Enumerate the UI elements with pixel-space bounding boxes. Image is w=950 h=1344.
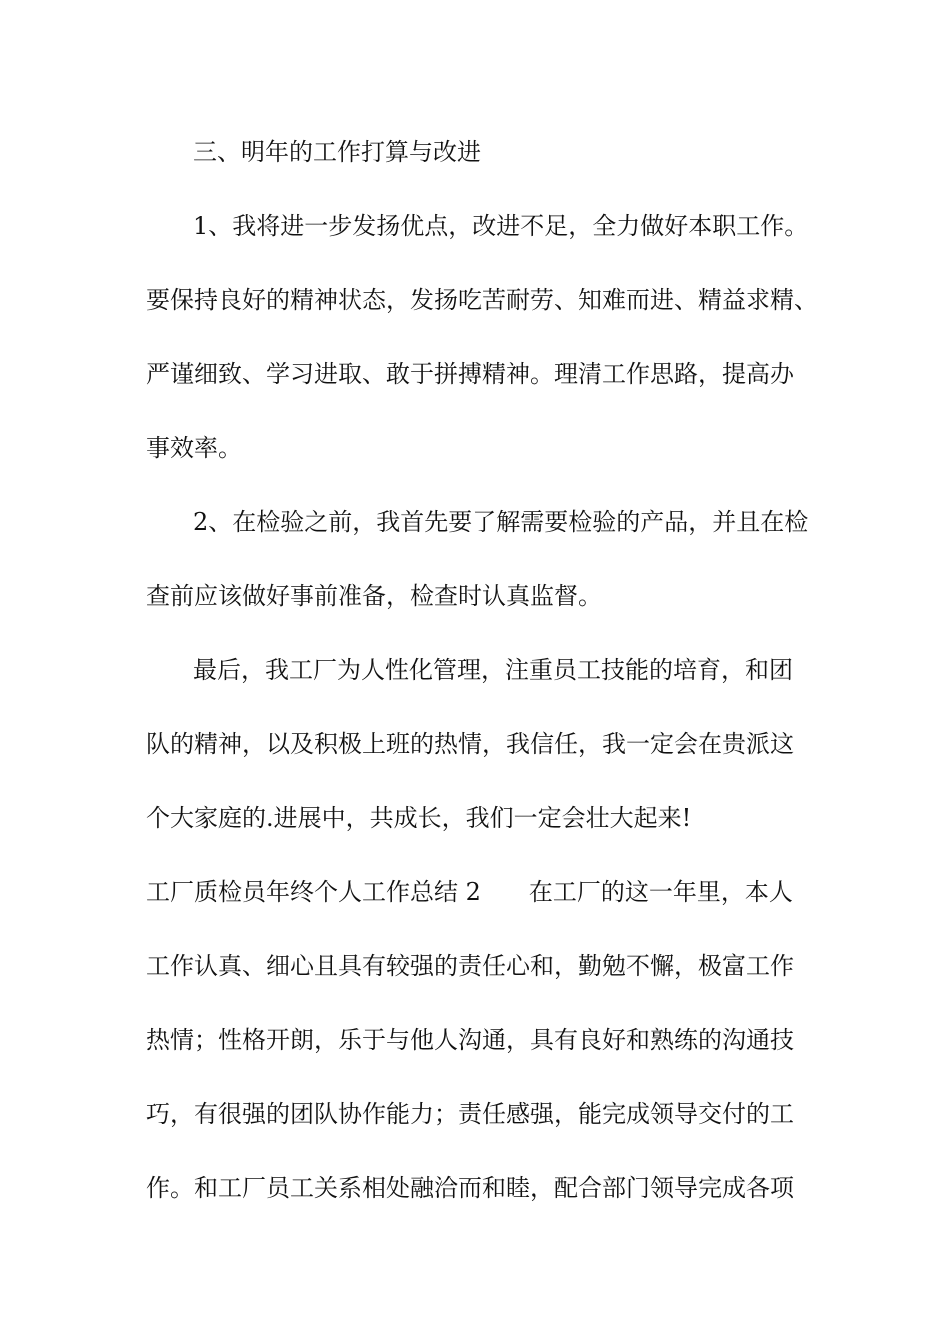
paragraph-line: 作。和工厂员工关系相处融洽而和睦，配合部门领导完成各项 [146, 1174, 794, 1202]
paragraph-line: 事效率。 [146, 434, 242, 462]
paragraph-line: 个大家庭的.进展中，共成长，我们一定会壮大起来! [146, 804, 692, 832]
article-title-line [146, 877, 793, 907]
paragraph-line: 最后，我工厂为人性化管理，注重员工技能的培育，和团 [193, 656, 793, 684]
paragraph-line: 1、我将进一步发扬优点，改进不足，全力做好本职工作。 [193, 212, 809, 240]
section-heading: 三、明年的工作打算与改进 [193, 138, 481, 166]
paragraph-line: 热情；性格开朗，乐于与他人沟通，具有良好和熟练的沟通技 [146, 1026, 794, 1054]
article-title: 工厂质检员年终个人工作总结 2 [146, 878, 481, 906]
paragraph-line: 巧，有很强的团队协作能力；责任感强，能完成领导交付的工 [146, 1100, 794, 1128]
paragraph-line: 2、在检验之前，我首先要了解需要检验的产品，并且在检 [193, 508, 809, 536]
paragraph-line: 工作认真、细心且具有较强的责任心和，勤勉不懈，极富工作 [146, 952, 794, 980]
paragraph-line: 严谨细致、学习进取、敢于拼搏精神。理清工作思路，提高办 [146, 360, 794, 388]
paragraph-line: 查前应该做好事前准备，检查时认真监督。 [146, 582, 602, 610]
paragraph-line: 队的精神，以及积极上班的热情，我信任，我一定会在贵派这 [146, 730, 794, 758]
article-intro: 在工厂的这一年里，本人 [528, 878, 793, 906]
paragraph-line: 要保持良好的精神状态，发扬吃苦耐劳、知难而进、精益求精、 [146, 286, 818, 314]
